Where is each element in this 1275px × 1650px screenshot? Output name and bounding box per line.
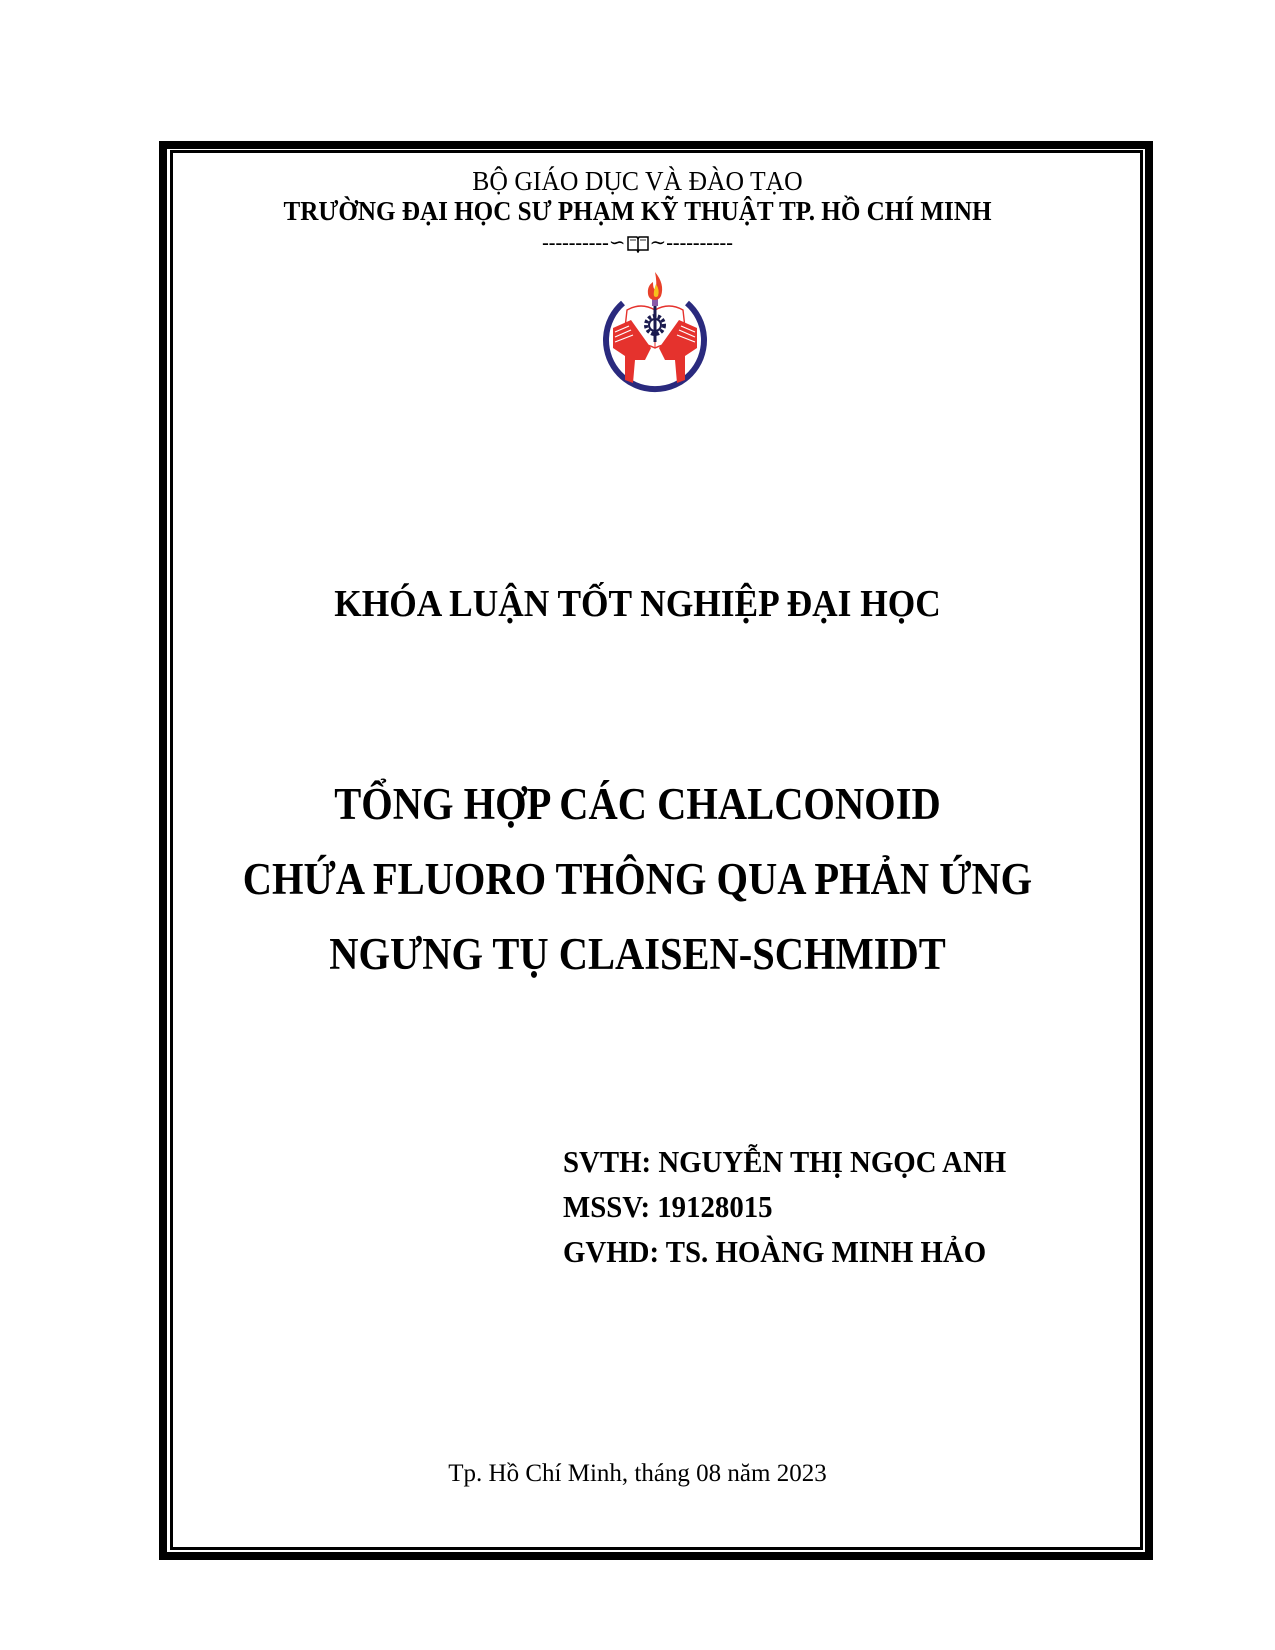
advisor-name: GVHD: TS. HOÀNG MINH HẢO bbox=[563, 1234, 987, 1269]
ornament-dashes-left: ---------- bbox=[542, 232, 609, 254]
university-name: TRƯỜNG ĐẠI HỌC SƯ PHẠM KỸ THUẬT TP. HỒ CHÍ MINH bbox=[283, 196, 992, 226]
thesis-type-heading: KHÓA LUẬN TỐT NGHIỆP ĐẠI HỌC bbox=[334, 583, 941, 625]
ministry-name: BỘ GIÁO DỤC VÀ ĐÀO TẠO bbox=[472, 166, 803, 196]
thesis-title-line-1: TỔNG HỢP CÁC CHALCONOID bbox=[334, 779, 941, 829]
place-and-date: Tp. Hồ Chí Minh, tháng 08 năm 2023 bbox=[448, 1460, 827, 1487]
student-name: SVTH: NGUYỄN THỊ NGỌC ANH bbox=[563, 1144, 1007, 1179]
open-book-icon bbox=[626, 235, 650, 253]
thesis-title-line-3: NGƯNG TỤ CLAISEN-SCHMIDT bbox=[329, 929, 946, 979]
logo-torch bbox=[654, 304, 657, 342]
ornament-divider bbox=[0, 230, 1275, 255]
university-logo bbox=[595, 268, 715, 398]
ornament-dashes-right: ---------- bbox=[666, 232, 733, 254]
ornament-flourish-left-icon: ∽ bbox=[608, 232, 626, 254]
ornament-flourish-right-icon: ∼ bbox=[649, 232, 667, 254]
student-id: MSSV: 19128015 bbox=[563, 1189, 773, 1224]
thesis-title-line-2: CHỨA FLUORO THÔNG QUA PHẢN ỨNG bbox=[242, 854, 1033, 904]
